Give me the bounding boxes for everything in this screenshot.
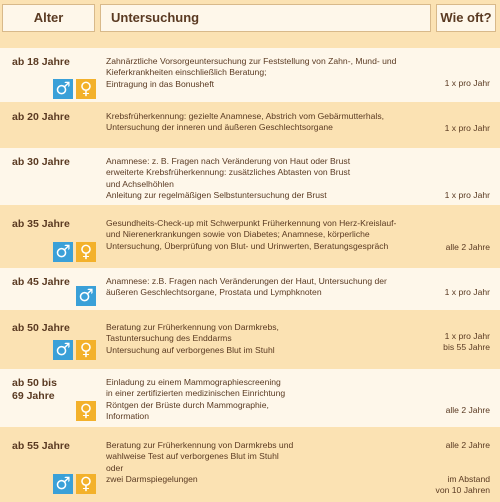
frequency-text: 1 x pro Jahr: [444, 123, 490, 133]
header-wie-oft: Wie oft?: [436, 4, 496, 32]
table-header: [0, 0, 500, 40]
age-label: ab 50 bis 69 Jahre: [12, 377, 57, 402]
age-label: ab 18 Jahre: [12, 56, 70, 68]
frequency-text: alle 2 Jahre im Abstand von 10 Jahren: [435, 440, 490, 496]
age-label: ab 45 Jahre: [12, 276, 70, 288]
table-row: [0, 369, 500, 427]
examination-text: Anamnese: z.B. Fragen nach Veränderungen der Haut, Untersuchung der äußeren Geschlechtsorgane, Prostata und Lymphknoten: [106, 276, 387, 298]
header-untersuchung: Untersuchung: [100, 4, 431, 32]
frequency-text: 1 x pro Jahr: [444, 287, 490, 297]
female-symbol-icon: ♀: [76, 242, 96, 262]
age-label: ab 55 Jahre: [12, 440, 70, 452]
male-symbol-icon: ♂: [53, 474, 73, 494]
table-row: [0, 314, 500, 364]
table-row: [0, 148, 500, 205]
female-symbol-icon: ♀: [76, 474, 96, 494]
frequency-text: 1 x pro Jahr: [444, 78, 490, 88]
male-symbol-icon: ♂: [53, 242, 73, 262]
male-symbol-icon: ♂: [53, 79, 73, 99]
examination-text: Zahnärztliche Vorsorgeuntersuchung zur Feststellung von Zahn-, Mund- und Kieferkrankheiten einschließlich Beratung; Eintragung in das Bonusheft: [106, 56, 397, 89]
female-symbol-icon: ♀: [76, 401, 96, 421]
frequency-text: alle 2 Jahre: [445, 405, 490, 415]
table-row: [0, 432, 500, 502]
male-symbol-icon: ♂: [53, 340, 73, 360]
frequency-text: 1 x pro Jahr: [444, 190, 490, 200]
examination-text: Krebsfrüherkennung: gezielte Anamnese, Abstrich vom Gebärmutterhals, Untersuchung der inneren und äußeren Geschlechtsorgane: [106, 111, 385, 133]
examination-text: Beratung zur Früherkennung von Darmkrebs und wahlweise Test auf verborgenes Blut im Stuhl oder zwei Darmspiegelungen: [106, 440, 294, 484]
table-row: [0, 48, 500, 102]
table-row: [0, 103, 500, 144]
female-symbol-icon: ♀: [76, 340, 96, 360]
age-label: ab 50 Jahre: [12, 322, 70, 334]
age-label: ab 20 Jahre: [12, 111, 70, 123]
examination-text: Anamnese: z. B. Fragen nach Veränderung von Haut oder Brust erweiterte Krebsfrüherkennung: zusätzliches Abtasten von Brust und Achselhöhlen Anleitung zur regelmäßigen Selbstuntersuchung der Brust: [106, 156, 351, 200]
age-label: ab 35 Jahre: [12, 218, 70, 230]
examination-text: Beratung zur Früherkennung von Darmkrebs, Tastuntersuchung des Enddarms Untersuchung auf verborgenes Blut im Stuhl: [106, 322, 279, 355]
examination-text: Gesundheits-Check-up mit Schwerpunkt Früherkennung von Herz-Kreislauf- und Nierenerkrankungen sowie von Diabetes; Anamnese, körperliche Untersuchung, Überprüfung von Blut- und Urinwerten, Beratungsgespräch: [106, 218, 397, 251]
examination-text: Einladung zu einem Mammographiescreening in einer zertifizierten medizinischen Einrichtung Röntgen der Brüste durch Mammographie, Information: [106, 377, 286, 421]
frequency-text: 1 x pro Jahr bis 55 Jahre: [443, 331, 490, 353]
table-row: [0, 268, 500, 310]
age-label: ab 30 Jahre: [12, 156, 70, 168]
table-row: [0, 210, 500, 264]
female-symbol-icon: ♀: [76, 79, 96, 99]
male-symbol-icon: ♂: [76, 286, 96, 306]
frequency-text: alle 2 Jahre: [445, 242, 490, 252]
header-alter: Alter: [2, 4, 95, 32]
